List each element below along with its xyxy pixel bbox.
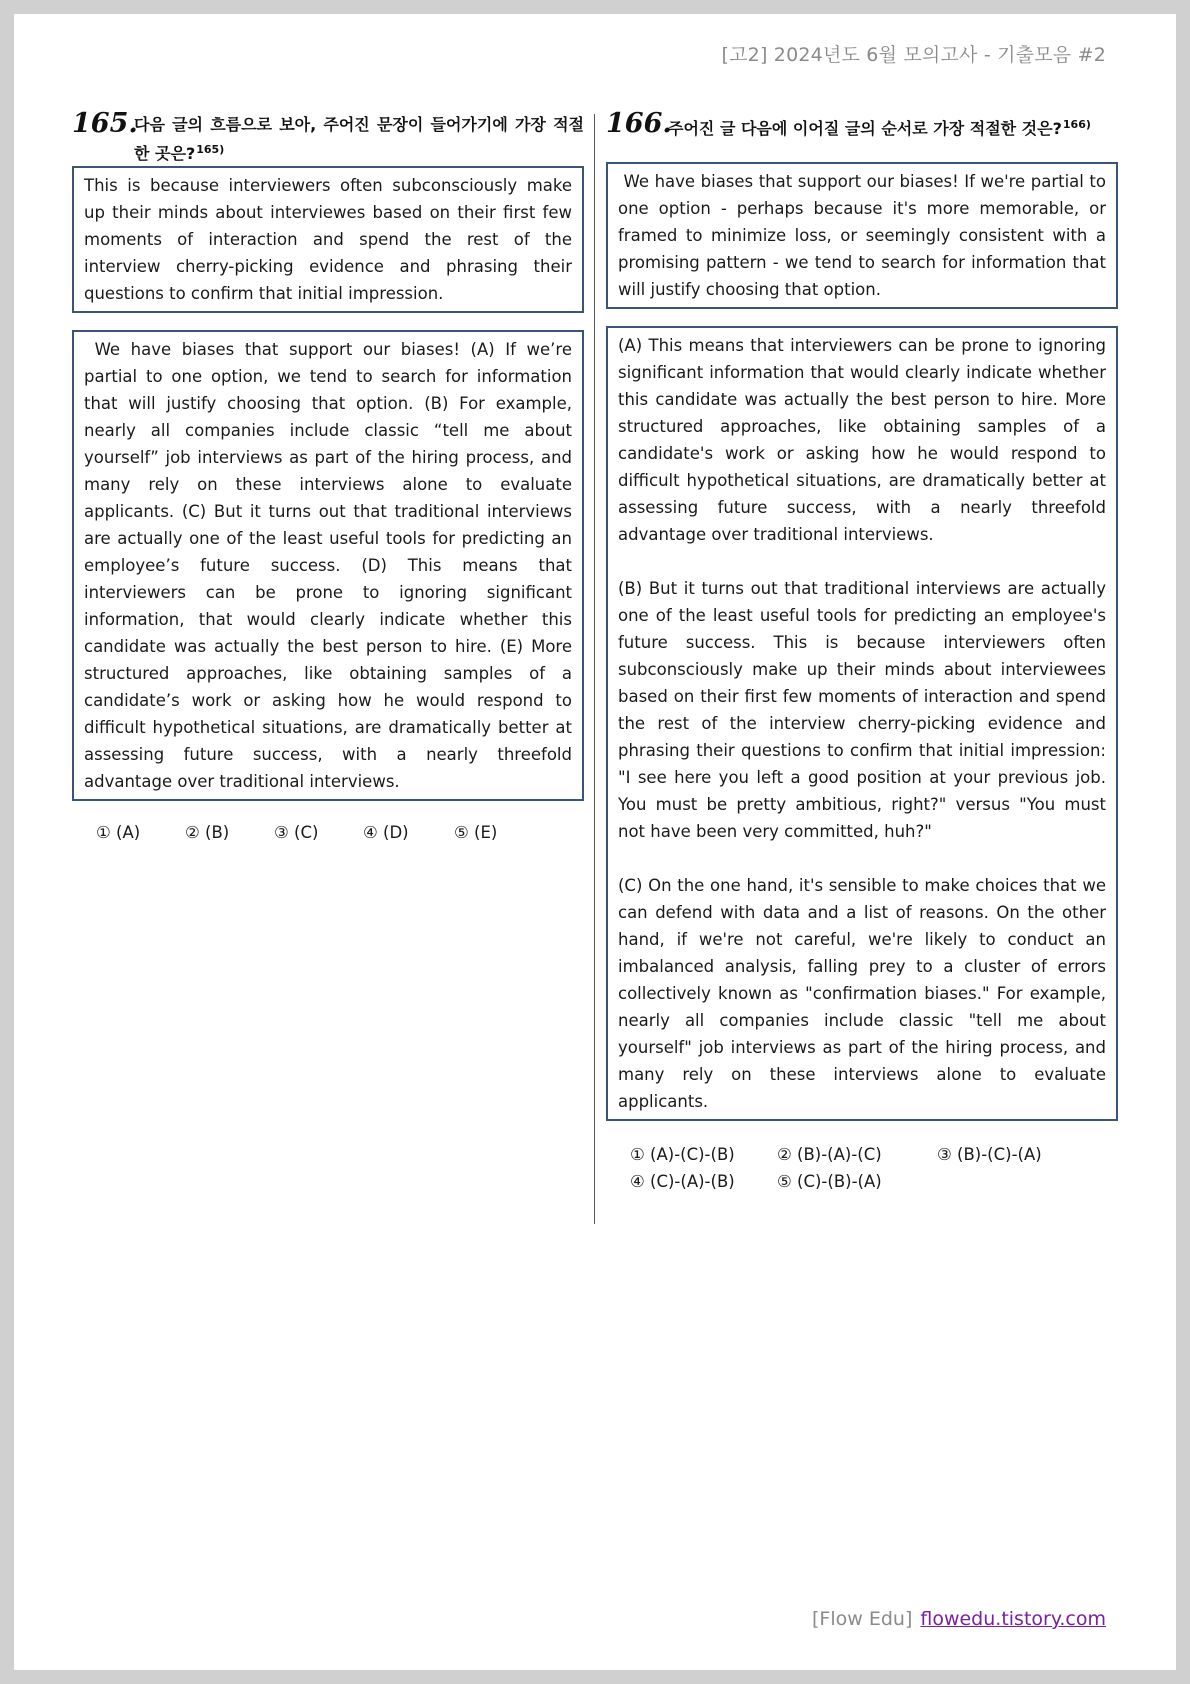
page-header: [고2] 2024년도 6월 모의고사 - 기출모음 #2	[721, 44, 1106, 66]
question-header	[606, 108, 1118, 162]
answer-choices	[72, 823, 584, 842]
given-sentence-box	[72, 166, 584, 313]
prompt-text: 다음 글의 흐름으로 보아, 주어진 문장이 들어가기에 가장 적절한 곳은?	[134, 115, 584, 163]
column-divider	[594, 114, 595, 1224]
given-sentence: This is because interviewers often subconsciously make up their minds about interviewes based on their first few moments of interaction and spend the rest of the interview cherry-picking evidence and phrasing their questions to confirm that initial impression.	[84, 176, 572, 303]
choice-5[interactable]: ⑤ (E)	[454, 823, 498, 842]
paragraph-c: (C) On the one hand, it's sensible to make choices that we can defend with data and a list of reasons. On the other hand, if we're not careful, we're likely to conduct an imbalanced analysis, falling prey to a cluster of errors collectively known as "confirmation biases." For example, nearly all companies include classic "tell me about yourself" job interviews as part of the hiring process, and many rely on these interviews alone to evaluate applicants.	[618, 876, 1106, 1111]
choice-3[interactable]: ③ (B)-(C)-(A)	[937, 1145, 1042, 1164]
paragraph-b: (B) But it turns out that traditional interviews are actually one of the least useful tools for predicting an employee's future success. This is because interviewers often subconsciously make up their minds about interviewees based on their first few moments of interaction and spend the rest of the interview cherry-picking evidence and phrasing their questions to confirm that initial impression: "I see here you left a good position at your previous job. You must be pretty ambitious, right?" versus "You must not have been very committed, huh?"	[618, 579, 1106, 841]
footnote-marker: 165)	[196, 143, 225, 156]
choice-2[interactable]: ② (B)-(A)-(C)	[777, 1145, 882, 1164]
choice-1[interactable]: ① (A)	[96, 823, 141, 842]
prompt-text: 주어진 글 다음에 이어질 글의 순서로 가장 적절한 것은?	[668, 119, 1062, 138]
given-passage-box	[606, 162, 1118, 309]
footer-link[interactable]: flowedu.tistory.com	[920, 1608, 1106, 1630]
footer-brand: [Flow Edu]	[812, 1608, 913, 1630]
question-165	[72, 108, 584, 842]
exam-page	[14, 14, 1176, 1670]
paragraph-a: (A) This means that interviewers can be prone to ignoring significant information that would clearly indicate whether this candidate was actually the best person to hire. More structured approaches, like obtaining samples of a candidate's work or asking how he would respond to difficult hypothetical situations, are dramatically better at assessing future success, with a nearly threefold advantage over traditional interviews.	[618, 336, 1106, 544]
question-prompt	[668, 112, 1118, 141]
choice-4[interactable]: ④ (C)-(A)-(B)	[630, 1172, 735, 1191]
question-prompt	[134, 112, 584, 166]
passage-box	[72, 330, 584, 801]
choice-3[interactable]: ③ (C)	[274, 823, 319, 842]
question-number: 166.	[606, 108, 672, 139]
choice-4[interactable]: ④ (D)	[363, 823, 409, 842]
page-footer	[812, 1608, 1106, 1630]
choice-2[interactable]: ② (B)	[185, 823, 230, 842]
answer-choices	[606, 1141, 1118, 1195]
question-header	[72, 108, 584, 166]
paragraphs-box	[606, 326, 1118, 1121]
question-number: 165.	[72, 108, 138, 139]
given-passage: We have biases that support our biases! If we're partial to one option - perhaps because it's more memorable, or framed to minimize loss, or seemingly consistent with a promising pattern - we tend to search for information that will justify choosing that option.	[618, 172, 1106, 299]
passage-text: We have biases that support our biases! (A) If we’re partial to one option, we tend to search for information that will justify choosing that option. (B) For example, nearly all companies include classic “tell me about yourself” job interviews as part of the hiring process, and many rely on these interviews alone to evaluate applicants. (C) But it turns out that traditional interviews are actually one of the least useful tools for predicting an employee’s future success. (D) This means that interviewers can be prone to ignoring significant information, that would clearly indicate whether this candidate was actually the best person to hire. (E) More structured approaches, like obtaining samples of a candidate’s work or asking how he would respond to difficult hypothetical situations, are dramatically better at assessing future success, with a nearly threefold advantage over traditional interviews.	[84, 340, 572, 791]
choice-1[interactable]: ① (A)-(C)-(B)	[630, 1145, 735, 1164]
question-166	[606, 108, 1118, 1195]
choice-5[interactable]: ⑤ (C)-(B)-(A)	[777, 1172, 882, 1191]
footnote-marker: 166)	[1062, 118, 1091, 131]
